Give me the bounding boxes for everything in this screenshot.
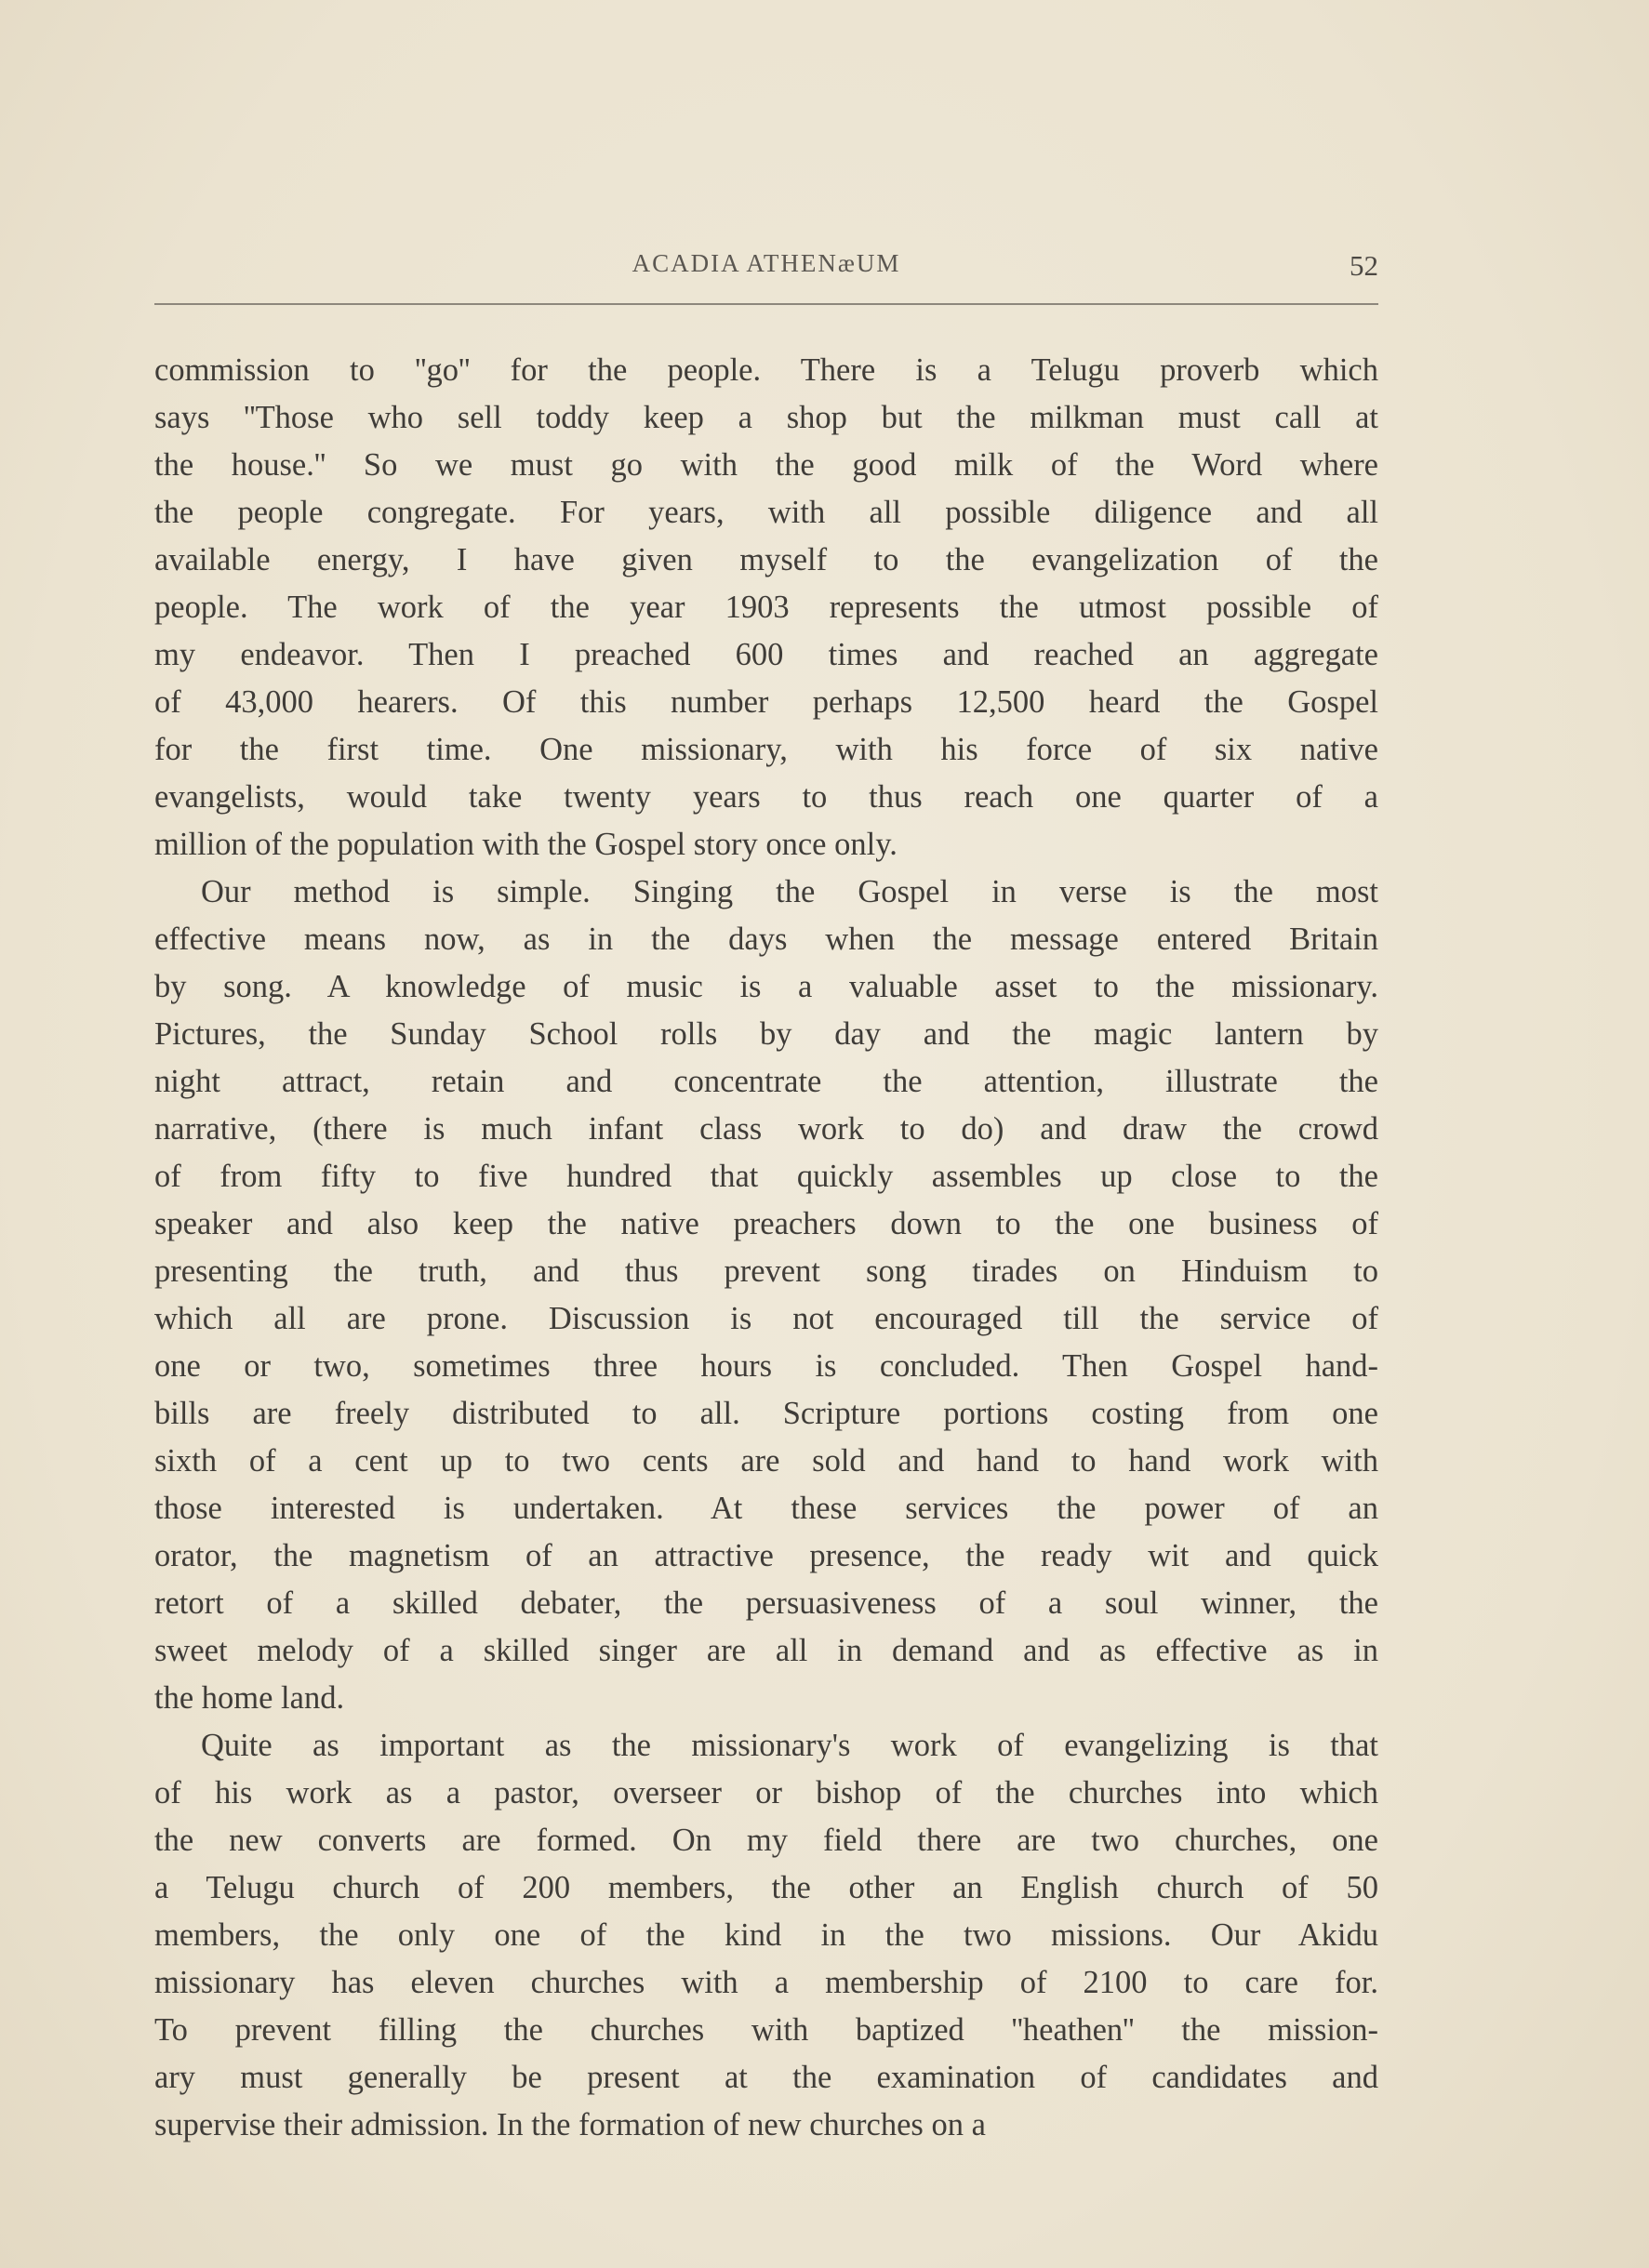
header-rule <box>154 303 1378 305</box>
body-text <box>154 347 1378 2149</box>
text-line: sweet melody of a skilled singer are all in demand and as effective as in <box>154 1633 1378 1668</box>
text-line: narrative, (there is much infant class work to do) and draw the crowd <box>154 1111 1378 1147</box>
text-line: which all are prone. Discussion is not encouraged till the service of <box>154 1301 1378 1336</box>
text-line: members, the only one of the kind in the two missions. Our Akidu <box>154 1917 1378 1953</box>
text-line: speaker and also keep the native preachers down to the one business of <box>154 1206 1378 1241</box>
text-line: presenting the truth, and thus prevent song tirades on Hinduism to <box>154 1253 1378 1289</box>
text-line: To prevent filling the churches with baptized ''heathen'' the mission- <box>154 2012 1378 2048</box>
text-line: for the first time. One missionary, with his force of six native <box>154 732 1378 767</box>
text-line: sixth of a cent up to two cents are sold and hand to hand work with <box>154 1443 1378 1479</box>
text-line: missionary has eleven churches with a membership of 2100 to care for. <box>154 1965 1378 2000</box>
text-line: the house.'' So we must go with the good milk of the Word where <box>154 447 1378 483</box>
text-line: night attract, retain and concentrate the attention, illustrate the <box>154 1064 1378 1099</box>
page-header <box>154 249 1378 305</box>
page-number: 52 <box>1350 249 1378 282</box>
text-line: the home land. <box>154 1680 345 1716</box>
text-line: retort of a skilled debater, the persuasiveness of a soul winner, the <box>154 1585 1378 1621</box>
text-line: by song. A knowledge of music is a valuable asset to the missionary. <box>154 969 1378 1004</box>
paragraph <box>154 869 1378 1722</box>
text-line: the people congregate. For years, with all possible diligence and all <box>154 495 1378 530</box>
text-line: Our method is simple. Singing the Gospel in verse is the most <box>201 874 1378 909</box>
text-line: evangelists, would take twenty years to thus reach one quarter of a <box>154 779 1378 815</box>
text-line: supervise their admission. In the formation of new churches on a <box>154 2107 986 2142</box>
text-line: ary must generally be present at the examination of candidates and <box>154 2060 1378 2095</box>
text-line: effective means now, as in the days when the message entered Britain <box>154 922 1378 957</box>
text-line: commission to ''go'' for the people. There is a Telugu proverb which <box>154 352 1378 388</box>
text-line: the new converts are formed. On my field there are two churches, one <box>154 1823 1378 1858</box>
paragraph <box>154 347 1378 869</box>
text-line: says ''Those who sell toddy keep a shop but the milkman must call at <box>154 400 1378 435</box>
text-line: of from fifty to five hundred that quickly assembles up close to the <box>154 1159 1378 1194</box>
running-title: ACADIA ATHENæUM <box>632 249 901 277</box>
text-line: people. The work of the year 1903 represents the utmost possible of <box>154 590 1378 625</box>
text-line: of 43,000 hearers. Of this number perhaps 12,500 heard the Gospel <box>154 684 1378 720</box>
text-line: bills are freely distributed to all. Scripture portions costing from one <box>154 1396 1378 1431</box>
text-line: Pictures, the Sunday School rolls by day and the magic lantern by <box>154 1016 1378 1052</box>
text-line: a Telugu church of 200 members, the other an English church of 50 <box>154 1870 1378 1905</box>
text-line: one or two, sometimes three hours is concluded. Then Gospel hand- <box>154 1348 1378 1384</box>
text-line: available energy, I have given myself to the evangelization of the <box>154 542 1378 577</box>
text-line: those interested is undertaken. At these services the power of an <box>154 1491 1378 1526</box>
text-line: my endeavor. Then I preached 600 times and reached an aggregate <box>154 637 1378 672</box>
text-line: orator, the magnetism of an attractive presence, the ready wit and quick <box>154 1538 1378 1573</box>
text-line: million of the population with the Gospel story once only. <box>154 827 898 862</box>
text-line: of his work as a pastor, overseer or bishop of the churches into which <box>154 1775 1378 1810</box>
paragraph <box>154 1722 1378 2149</box>
text-line: Quite as important as the missionary's work of evangelizing is that <box>201 1728 1378 1763</box>
